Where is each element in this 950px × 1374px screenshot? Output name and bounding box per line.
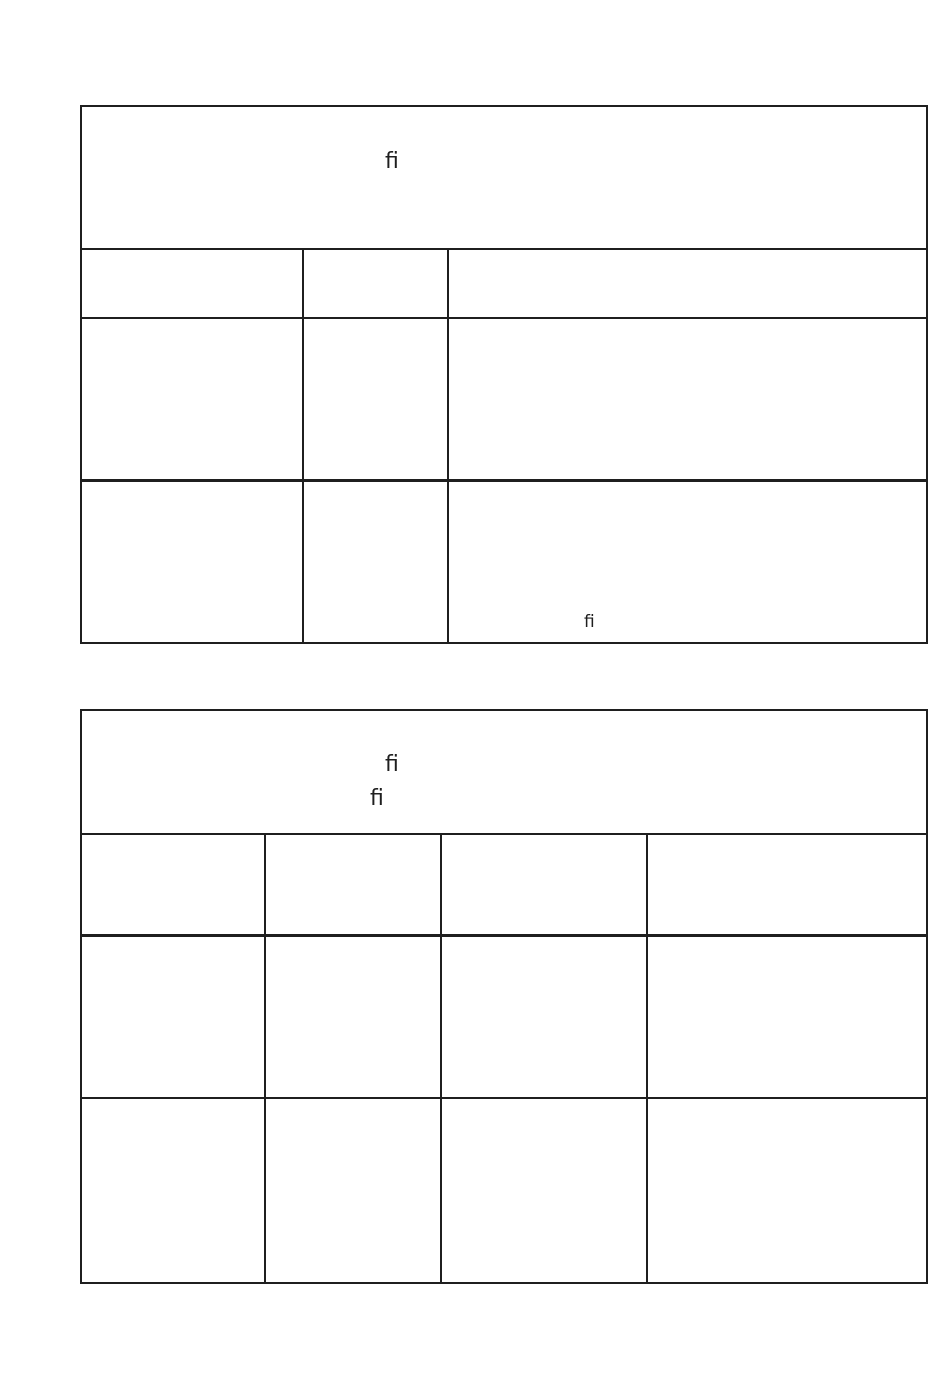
table-2-column-separator-2 bbox=[440, 833, 442, 1284]
table-1-row-separator-1 bbox=[80, 317, 928, 319]
table-1-footnote-text: ﬁ bbox=[584, 612, 595, 632]
table-2-border-left bbox=[80, 709, 82, 1284]
table-2-column-separator-1 bbox=[264, 833, 266, 1284]
table-2-row-separator-2 bbox=[80, 1097, 928, 1099]
table-2-column-separator-3 bbox=[646, 833, 648, 1284]
table-1-border-right bbox=[926, 105, 928, 644]
table-1-column-separator-2 bbox=[447, 248, 449, 644]
table-2-border-bottom bbox=[80, 1282, 928, 1284]
table-1-column-separator-1 bbox=[302, 248, 304, 644]
table-2-header-line-2: ﬁ bbox=[370, 786, 384, 811]
table-2-border-right bbox=[926, 709, 928, 1284]
table-2-header-separator bbox=[80, 833, 928, 835]
table-1-border-bottom bbox=[80, 642, 928, 644]
table-1-border-left bbox=[80, 105, 82, 644]
table-2-header-line-1: ﬁ bbox=[385, 752, 399, 777]
table-1-header-separator bbox=[80, 248, 928, 250]
table-1-header-text: ﬁ bbox=[385, 149, 399, 174]
table-2-row-separator-1 bbox=[80, 934, 928, 937]
table-2-border-top bbox=[80, 709, 928, 711]
table-1-border-top bbox=[80, 105, 928, 107]
table-1-row-separator-2 bbox=[80, 479, 928, 482]
